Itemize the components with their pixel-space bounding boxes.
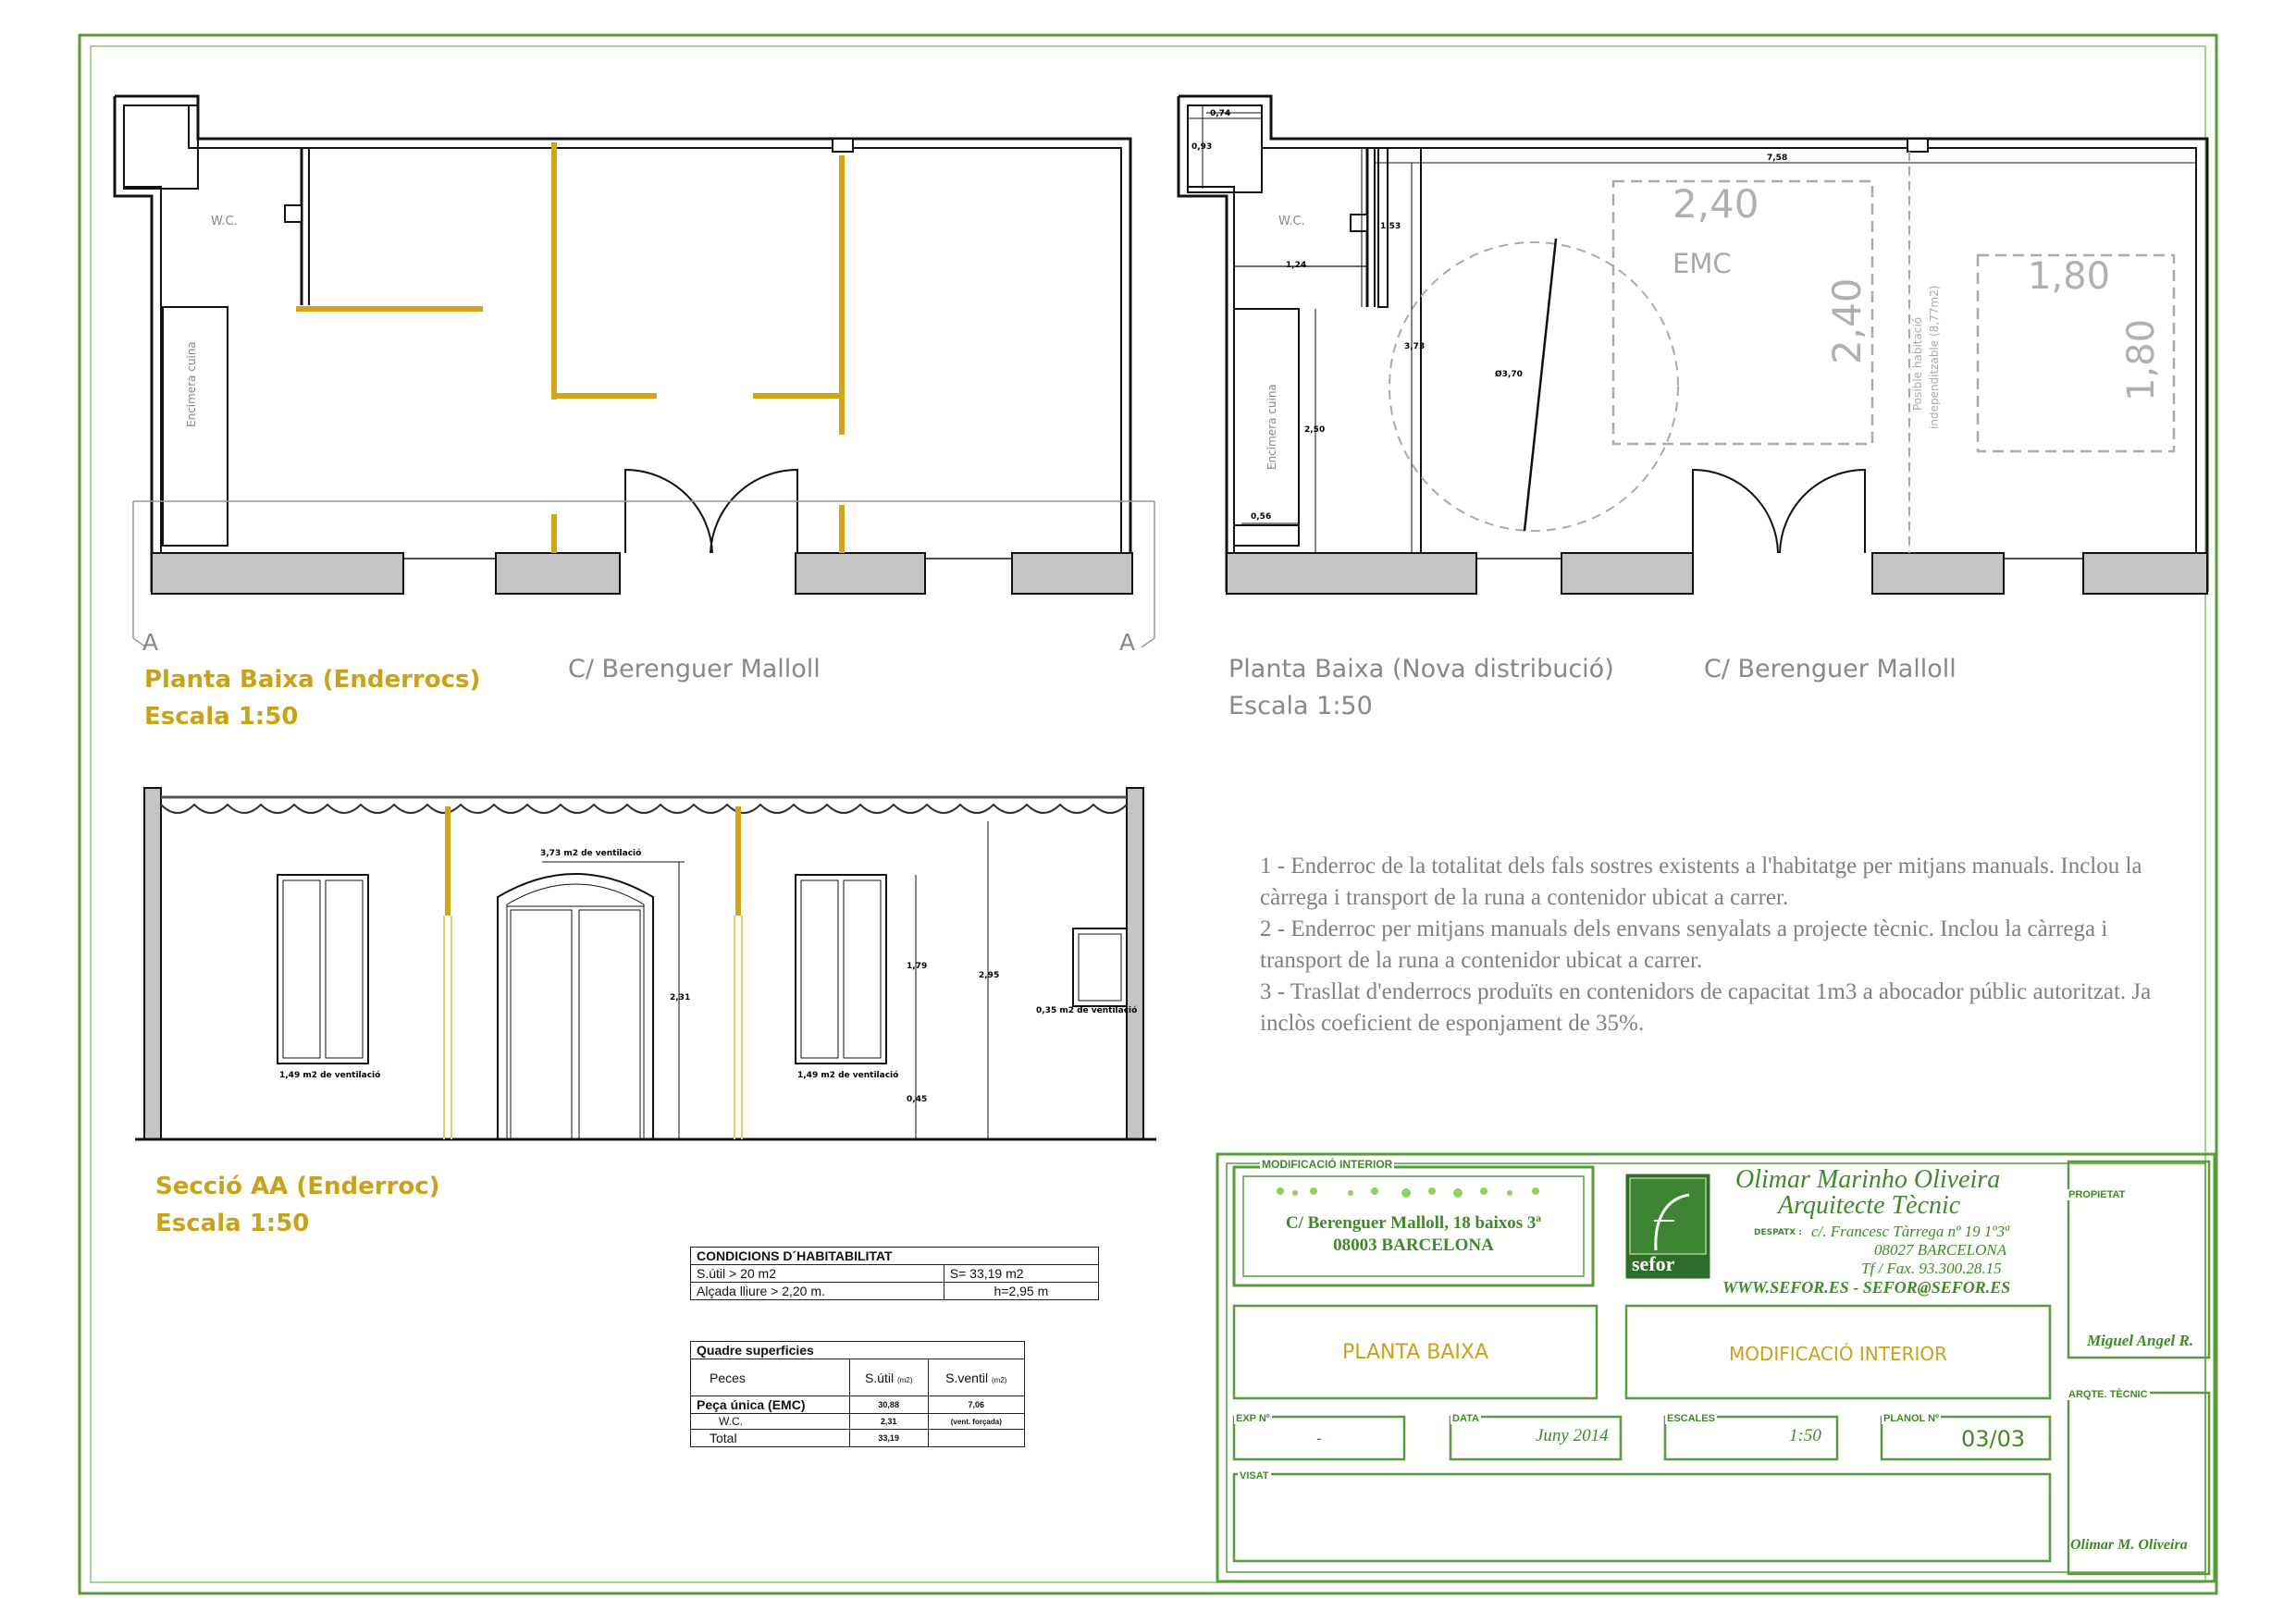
- counter-label: Encimera cuina: [1265, 384, 1278, 470]
- notes-block: [1260, 851, 2194, 1039]
- office-line-2: 08027 BARCELONA: [1874, 1241, 2007, 1259]
- dim-label: 0,74: [1210, 109, 1231, 118]
- address-line-1: C/ Berenguer Malloll, 18 baixos 3ª: [1285, 1213, 1542, 1233]
- table-header: Quadre superficies: [691, 1342, 1025, 1359]
- despatx-label: DESPATX :: [1754, 1228, 1802, 1237]
- room2-text-1: Posible habitació: [1911, 316, 1924, 411]
- table-cell: 2,31: [849, 1414, 928, 1430]
- planol-value: 03/03: [1961, 1426, 2026, 1452]
- plan-right-scale: Escala 1:50: [1228, 692, 1373, 720]
- section-scale: Escala 1:50: [155, 1210, 310, 1237]
- table-cell: Total: [691, 1430, 850, 1447]
- dim-label: 3,73: [1404, 342, 1426, 351]
- section-mark-left: A: [142, 629, 159, 656]
- dim-label: 1,24: [1286, 261, 1307, 270]
- dim-label: 2,31: [670, 993, 691, 1002]
- scales-value: 1:50: [1789, 1426, 1821, 1445]
- dim-label: 2,50: [1304, 425, 1326, 435]
- tech-name: Olimar M. Oliveira: [2070, 1537, 2188, 1553]
- logo-text: sefor: [1632, 1252, 1675, 1275]
- plan-left-title: Planta Baixa (Enderrocs): [144, 666, 481, 694]
- table-cell: S.útil > 20 m2: [691, 1265, 944, 1283]
- exp-value: -: [1316, 1430, 1322, 1447]
- planol-label: PLANOL Nº: [1883, 1413, 1940, 1424]
- plan-name: PLANTA BAIXA: [1341, 1341, 1489, 1364]
- address-line-2: 08003 BARCELONA: [1333, 1236, 1494, 1255]
- win1-vent-label: 1,49 m2 de ventilació: [279, 1071, 381, 1080]
- table-cell: (vent. forçada): [928, 1414, 1024, 1430]
- table-row: [691, 1283, 1099, 1300]
- note-item: 2 - Enderroc per mitjans manuals dels envans senyalats a projecte tècnic. Inclou la càrrega i transport de la runa a contenidor ubicat a carrer.: [1260, 916, 2108, 973]
- exp-label: EXP Nº: [1236, 1413, 1270, 1424]
- section-title: Secció AA (Enderroc): [155, 1173, 440, 1200]
- table-cell: Peça única (EMC): [691, 1396, 850, 1414]
- table-cell: 30,88: [849, 1396, 928, 1414]
- section-aa: [135, 788, 1156, 1139]
- dim-label: 0,56: [1251, 512, 1272, 522]
- owner-name: Miguel Angel R.: [2087, 1332, 2194, 1349]
- table-row: [691, 1359, 1025, 1396]
- scales-label: ESCALES: [1667, 1413, 1715, 1424]
- room2-height: 1,80: [2120, 318, 2163, 401]
- date-value: Juny 2014: [1536, 1426, 1609, 1445]
- plan-right-street: C/ Berenguer Malloll: [1704, 655, 1957, 683]
- architect-name: Olimar Marinho Oliveira: [1735, 1165, 2001, 1194]
- office-line-1: c/. Francesc Tàrrega nº 19 1º3ª: [1811, 1223, 2009, 1240]
- redacted-owner-name: [1277, 1187, 1539, 1198]
- room2-text-2: independitzable (8,77m2): [1928, 285, 1941, 429]
- owner-label: PROPIETAT: [2068, 1189, 2126, 1200]
- table-row: [691, 1265, 1099, 1283]
- dim-label: Ø3,70: [1495, 370, 1523, 379]
- dim-label: 1,53: [1380, 222, 1401, 231]
- tech-label: ARQTE. TÈCNIC: [2068, 1389, 2148, 1400]
- architect-role: Arquitecte Tècnic: [1778, 1191, 1961, 1220]
- emc-width: 2,40: [1673, 181, 1759, 227]
- dim-label: 2,95: [979, 971, 1000, 980]
- plan-left: [115, 96, 1154, 647]
- web-line: WWW.SEFOR.ES - SEFOR@SEFOR.ES: [1722, 1278, 2011, 1297]
- office-line-3: Tf / Fax. 93.300.28.15: [1861, 1260, 2002, 1277]
- plan-right-title: Planta Baixa (Nova distribució): [1228, 655, 1614, 683]
- plan-left-street: C/ Berenguer Malloll: [568, 655, 821, 683]
- emc-label: EMC: [1673, 248, 1732, 279]
- plan-desc: MODIFICACIÓ INTERIOR: [1728, 1343, 1948, 1365]
- emc-height: 2,40: [1824, 277, 1870, 364]
- table-cell: W.C.: [691, 1414, 850, 1430]
- wc-label: W.C.: [211, 215, 238, 228]
- habitability-table: [690, 1247, 1099, 1300]
- table-header: CONDICIONS D´HABITABILITAT: [691, 1248, 1099, 1265]
- dim-label: 0,45: [907, 1095, 928, 1104]
- table-row: [691, 1430, 1025, 1447]
- table-cell: S= 33,19 m2: [944, 1265, 1098, 1283]
- table-row: [691, 1414, 1025, 1430]
- win3-vent-label: 0,35 m2 de ventilació: [1036, 1006, 1138, 1015]
- door-vent-label: 3,73 m2 de ventilació: [540, 849, 642, 858]
- room2-width: 1,80: [2028, 255, 2111, 298]
- table-cell: 7,06: [928, 1396, 1024, 1414]
- note-item: 3 - Trasllat d'enderrocs produïts en contenidors de capacitat 1m3 a abocador públic autoritzat. Ja inclòs coeficient de esponjament de 35%.: [1260, 979, 2152, 1036]
- table-cell: Peces: [691, 1359, 850, 1396]
- table-row: [691, 1396, 1025, 1414]
- table-cell: S.ventil (m2): [928, 1359, 1024, 1396]
- plan-right: [1179, 96, 2207, 594]
- visat-label: VISAT: [1240, 1470, 1269, 1482]
- dim-label: 7,58: [1767, 154, 1788, 163]
- section-mark-right: A: [1119, 629, 1136, 656]
- tab-label: MODIFICACIÓ INTERIOR: [1262, 1158, 1393, 1171]
- dim-label: 1,79: [907, 962, 928, 971]
- plan-left-scale: Escala 1:50: [144, 703, 299, 731]
- table-cell: [928, 1430, 1024, 1447]
- wc-label: W.C.: [1278, 215, 1305, 228]
- win2-vent-label: 1,49 m2 de ventilació: [797, 1071, 899, 1080]
- surfaces-table: [690, 1341, 1025, 1447]
- table-cell: Alçada lliure > 2,20 m.: [691, 1283, 944, 1300]
- table-cell: h=2,95 m: [944, 1283, 1098, 1300]
- date-label: DATA: [1452, 1413, 1479, 1424]
- counter-label: Encimera cuina: [185, 341, 198, 427]
- table-cell: 33,19: [849, 1430, 928, 1447]
- note-item: 1 - Enderroc de la totalitat dels fals sostres existents a l'habitatge per mitjans manuals. Inclou la càrrega i transport de la runa a contenidor ubicat a carrer.: [1260, 854, 2142, 910]
- table-cell: S.útil (m2): [849, 1359, 928, 1396]
- dim-label: 0,93: [1191, 142, 1213, 152]
